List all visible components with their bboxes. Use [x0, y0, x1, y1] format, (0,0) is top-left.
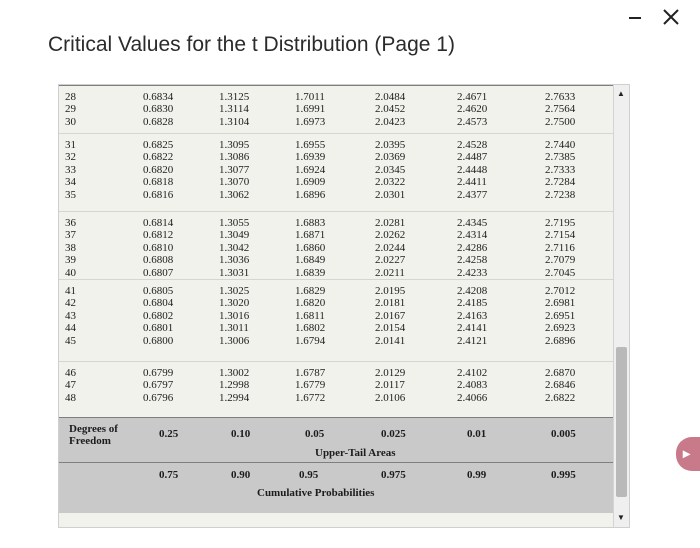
critical-value-cell: 2.6923: [545, 322, 576, 335]
critical-value-cell: 0.6812: [143, 229, 174, 242]
critical-value-cell: 2.4102: [457, 367, 488, 379]
critical-value-cell: 0.6818: [143, 176, 174, 189]
cumulative-value: 0.975: [381, 469, 406, 481]
df-cell: 33: [65, 163, 76, 176]
critical-value-cell: 2.7500: [545, 115, 576, 128]
critical-value-cell: 1.3020: [219, 297, 250, 310]
df-cell: 43: [65, 309, 76, 322]
upper-tail-value: 0.005: [551, 428, 576, 440]
df-label-line1: Degrees of: [69, 423, 118, 435]
scroll-down-icon[interactable]: ▼: [617, 513, 625, 522]
df-cell: 47: [65, 379, 76, 392]
critical-value-cell: 1.2994: [219, 391, 250, 404]
critical-value-cell: 2.4258: [457, 254, 488, 267]
critical-value-cell: 1.3095: [219, 139, 250, 151]
upper-tail-value: 0.25: [159, 428, 179, 440]
critical-value-cell: 0.6828: [143, 115, 174, 128]
upper-tail-value: 0.10: [231, 428, 251, 440]
critical-value-cell: 1.3016: [219, 309, 250, 322]
critical-value-cell: 2.4066: [457, 391, 488, 404]
upper-tail-value: 0.01: [467, 428, 487, 440]
scroll-up-icon[interactable]: ▲: [617, 89, 625, 98]
critical-value-cell: 1.6811: [295, 309, 325, 322]
df-cell: 46: [65, 367, 76, 379]
critical-value-cell: 2.0181: [375, 297, 406, 310]
scrollbar-thumb[interactable]: [616, 347, 627, 497]
cumulative-value: 0.995: [551, 469, 576, 481]
df-cell: 32: [65, 151, 76, 164]
cumulative-label: Cumulative Probabilities: [257, 487, 375, 499]
critical-value-cell: 2.0167: [375, 309, 406, 322]
top-rule: [59, 85, 614, 86]
upper-tail-value: 0.05: [305, 428, 325, 440]
critical-value-cell: 2.7045: [545, 266, 576, 279]
critical-value-cell: 1.3042: [219, 241, 250, 254]
critical-value-cell: 1.3002: [219, 367, 250, 379]
critical-value-cell: 2.0345: [375, 163, 406, 176]
side-help-tab[interactable]: [676, 437, 700, 471]
critical-value-cell: 1.3104: [219, 115, 250, 128]
critical-value-cell: 2.7633: [545, 91, 576, 103]
critical-value-cell: 2.4083: [457, 379, 488, 392]
critical-value-cell: 1.3070: [219, 176, 250, 189]
df-cell: 39: [65, 254, 76, 267]
group-separator: [59, 361, 614, 362]
critical-value-cell: 2.4345: [457, 217, 488, 229]
critical-value-cell: 2.0129: [375, 367, 406, 379]
critical-value-cell: 2.4141: [457, 322, 488, 335]
upper-tail-value: 0.025: [381, 428, 406, 440]
critical-value-cell: 2.0154: [375, 322, 406, 335]
critical-value-cell: 2.4620: [457, 103, 488, 116]
critical-value-cell: 0.6808: [143, 254, 174, 267]
critical-value-cell: 2.6822: [545, 391, 576, 404]
critical-value-cell: 0.6807: [143, 266, 174, 279]
critical-value-cell: 2.7116: [545, 241, 575, 254]
critical-value-cell: 1.3125: [219, 91, 250, 103]
footer-rule: [59, 417, 614, 418]
df-cell: 36: [65, 217, 76, 229]
critical-value-cell: 2.7564: [545, 103, 576, 116]
critical-value-cell: 1.6924: [295, 163, 326, 176]
critical-value-cell: 1.6787: [295, 367, 326, 379]
minimize-icon: [628, 10, 642, 24]
critical-value-cell: 2.4411: [457, 176, 487, 189]
critical-value-cell: 2.7333: [545, 163, 576, 176]
critical-value-cell: 0.6804: [143, 297, 174, 310]
critical-value-cell: 2.7154: [545, 229, 576, 242]
group-separator: [59, 133, 614, 134]
mid-footer-rule: [59, 462, 614, 463]
critical-value-cell: 2.0301: [375, 188, 406, 201]
group-separator: [59, 279, 614, 280]
critical-value-cell: 0.6822: [143, 151, 174, 164]
critical-value-cell: 1.3025: [219, 285, 250, 297]
critical-value-cell: 0.6834: [143, 91, 174, 103]
critical-value-cell: 0.6805: [143, 285, 174, 297]
minimize-button[interactable]: [624, 6, 646, 28]
dialog-title: Critical Values for the t Distribution (Page 1): [48, 33, 455, 56]
df-cell: 42: [65, 297, 76, 310]
critical-value-cell: 1.6794: [295, 334, 326, 347]
critical-value-cell: 2.0195: [375, 285, 406, 297]
t-distribution-table: [59, 85, 614, 527]
critical-value-cell: 2.7385: [545, 151, 576, 164]
critical-value-cell: 1.3036: [219, 254, 250, 267]
critical-value-cell: 1.6802: [295, 322, 326, 335]
critical-value-cell: 2.0106: [375, 391, 406, 404]
df-cell: 37: [65, 229, 76, 242]
critical-value-cell: 2.0452: [375, 103, 406, 116]
cumulative-value: 0.95: [299, 469, 319, 481]
critical-value-cell: 2.4528: [457, 139, 488, 151]
critical-value-cell: 0.6800: [143, 334, 174, 347]
critical-value-cell: 1.3077: [219, 163, 250, 176]
critical-value-cell: 1.2998: [219, 379, 250, 392]
df-cell: 45: [65, 334, 76, 347]
window-controls: [624, 6, 682, 28]
close-icon: [662, 8, 680, 26]
critical-value-cell: 1.3086: [219, 151, 250, 164]
critical-value-cell: 2.4233: [457, 266, 488, 279]
critical-value-cell: 2.0395: [375, 139, 406, 151]
critical-value-cell: 0.6801: [143, 322, 174, 335]
critical-value-cell: 1.6820: [295, 297, 326, 310]
critical-value-cell: 2.7440: [545, 139, 576, 151]
critical-value-cell: 2.4487: [457, 151, 488, 164]
critical-value-cell: 1.6779: [295, 379, 326, 392]
critical-value-cell: 1.3049: [219, 229, 250, 242]
critical-value-cell: 1.6829: [295, 285, 326, 297]
critical-value-cell: 0.6797: [143, 379, 174, 392]
df-cell: 28: [65, 91, 76, 103]
critical-value-cell: 1.3055: [219, 217, 250, 229]
critical-value-cell: 2.4286: [457, 241, 488, 254]
critical-value-cell: 2.7079: [545, 254, 576, 267]
critical-value-cell: 1.6883: [295, 217, 326, 229]
critical-value-cell: 1.6896: [295, 188, 326, 201]
upper-tail-label: Upper-Tail Areas: [315, 447, 396, 459]
critical-value-cell: 2.6951: [545, 309, 576, 322]
critical-value-cell: 2.6846: [545, 379, 576, 392]
critical-value-cell: 1.6860: [295, 241, 326, 254]
critical-value-cell: 1.6909: [295, 176, 326, 189]
df-cell: 44: [65, 322, 76, 335]
play-icon: ▸: [683, 445, 691, 461]
df-cell: 31: [65, 139, 76, 151]
df-cell: 38: [65, 241, 76, 254]
critical-value-cell: 1.3031: [219, 266, 250, 279]
critical-value-cell: 2.7195: [545, 217, 576, 229]
critical-value-cell: 1.6991: [295, 103, 326, 116]
critical-value-cell: 2.0281: [375, 217, 406, 229]
df-cell: 34: [65, 176, 76, 189]
critical-value-cell: 2.0244: [375, 241, 406, 254]
critical-value-cell: 1.6772: [295, 391, 326, 404]
cumulative-value: 0.99: [467, 469, 487, 481]
critical-value-cell: 2.4671: [457, 91, 488, 103]
critical-value-cell: 2.7284: [545, 176, 576, 189]
df-cell: 41: [65, 285, 76, 297]
critical-value-cell: 2.4573: [457, 115, 488, 128]
critical-value-cell: 0.6799: [143, 367, 174, 379]
critical-value-cell: 1.6973: [295, 115, 326, 128]
critical-value-cell: 1.6849: [295, 254, 326, 267]
cumulative-value: 0.75: [159, 469, 179, 481]
df-cell: 35: [65, 188, 76, 201]
critical-value-cell: 2.6981: [545, 297, 576, 310]
critical-value-cell: 2.0322: [375, 176, 406, 189]
critical-value-cell: 2.4448: [457, 163, 488, 176]
critical-value-cell: 1.3114: [219, 103, 249, 116]
critical-value-cell: 2.0227: [375, 254, 406, 267]
df-cell: 30: [65, 115, 76, 128]
critical-value-cell: 1.6939: [295, 151, 326, 164]
critical-value-cell: 2.7012: [545, 285, 576, 297]
critical-value-cell: 1.6955: [295, 139, 326, 151]
df-cell: 48: [65, 391, 76, 404]
critical-value-cell: 2.6896: [545, 334, 576, 347]
critical-value-cell: 2.0369: [375, 151, 406, 164]
critical-value-cell: 1.6839: [295, 266, 326, 279]
critical-value-cell: 1.6871: [295, 229, 326, 242]
critical-value-cell: 2.0141: [375, 334, 406, 347]
critical-value-cell: 2.4314: [457, 229, 488, 242]
critical-value-cell: 0.6802: [143, 309, 174, 322]
critical-value-cell: 2.6870: [545, 367, 576, 379]
critical-value-cell: 0.6830: [143, 103, 174, 116]
critical-value-cell: 2.0484: [375, 91, 406, 103]
critical-value-cell: 1.7011: [295, 91, 325, 103]
critical-value-cell: 0.6825: [143, 139, 174, 151]
df-cell: 40: [65, 266, 76, 279]
critical-value-cell: 2.4185: [457, 297, 488, 310]
critical-value-cell: 1.3062: [219, 188, 250, 201]
cumulative-value: 0.90: [231, 469, 251, 481]
critical-value-cell: 2.0262: [375, 229, 406, 242]
df-label-line2: Freedom: [69, 435, 111, 447]
critical-value-cell: 2.7238: [545, 188, 576, 201]
critical-value-cell: 0.6820: [143, 163, 174, 176]
critical-value-cell: 0.6796: [143, 391, 174, 404]
critical-value-cell: 2.4377: [457, 188, 488, 201]
critical-value-cell: 2.0423: [375, 115, 406, 128]
critical-value-cell: 0.6814: [143, 217, 174, 229]
critical-value-cell: 0.6810: [143, 241, 174, 254]
table-image-viewer[interactable]: [58, 84, 630, 528]
group-separator: [59, 211, 614, 212]
critical-value-cell: 2.0211: [375, 266, 405, 279]
critical-value-cell: 0.6816: [143, 188, 174, 201]
critical-value-cell: 1.3006: [219, 334, 250, 347]
critical-value-cell: 2.4163: [457, 309, 488, 322]
vertical-scrollbar[interactable]: [613, 85, 629, 527]
critical-value-cell: 1.3011: [219, 322, 249, 335]
critical-value-cell: 2.4208: [457, 285, 488, 297]
critical-value-cell: 2.0117: [375, 379, 405, 392]
df-cell: 29: [65, 103, 76, 116]
critical-value-cell: 2.4121: [457, 334, 488, 347]
close-button[interactable]: [660, 6, 682, 28]
